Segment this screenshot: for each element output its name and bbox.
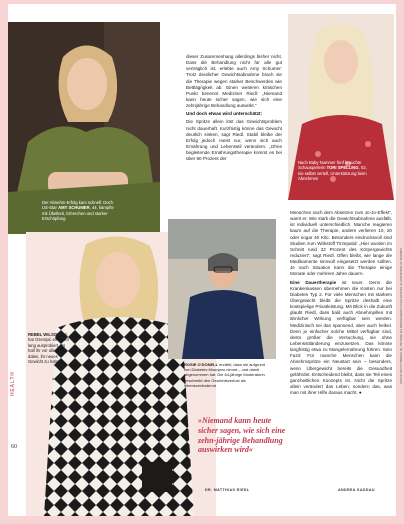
page-number: 60	[11, 444, 17, 450]
paragraph: Die Spritze allein löst das Gewichtsproblem nicht dauerhaft. Kurzfristig könne das Gewicht deutlich sinken, sagt Riedl. Stabil bleibe der Erfolg jedoch meist nur, wenn sich auch Ernährung und Lebensstil verändern. „Ohne begleitende Ernährungstherapie kommt es bei über 90 Prozent der	[186, 119, 282, 162]
paragraph: ist teuer. Denn die Krankenkassen übernehmen die Kosten nur bei Diabetes Typ 2. Für viele Menschen mit starkem Übergewicht bleibt die Spritze deshalb eine kostspielige Privatleistung. Mit Blick in die Zukunft glaubt Riedl, dass bald auch Abnehmpillen mit ähnlicher Wirkung verfügbar sein werden. Medizinisch sei das spannend, aber auch heikel. Denn je einfacher solche Mittel verfügbar sind, desto größer die Versuchung, sie ohne Lebensstiländerung einzusetzen. Das könnte langfristig etwa zu Mangelernährung führen. Sein Fazit: Für manche Menschen kann die Abnehmspritze ein Neustart sein – besonders, wenn Übergewicht bereits die Gesundheit gefährdet. Entscheidend bleibt, dass sie Teil eines ganzheitlichen Konzepts ist. Nicht die Spritze allein verändert das Leben, sondern das, was man mit ihrer Hilfe daraus macht. ●	[290, 279, 392, 396]
rosie-odonell-illustration	[168, 219, 276, 359]
quote-author: DR. MATTHIAS RIEDL	[205, 488, 250, 492]
caption-text: erzählt, dass sie aufgrund von Diabetes Mounjaro nimmt – und damit abgenommen hat. Die 64-jährige Moderatorin beschreibt den Gewichtsverlust als lebensverändernd	[184, 362, 265, 388]
paragraph: Menschen nach dem Absetzen zum Jo-Jo-Effekt“, warnt er. Wie stark die Gewichtsabnahme ausfällt, ist individuell unterschiedlich. Manche reagieren kaum auf die Therapie, andere verlieren 10, 20 oder sogar 40 Kilo. Besonders eindrucksvoll sind Studien zum Wirkstoff Tirzepatid: „Hier wurden im Schnitt rund 22 Prozent des Körpergewichts reduziert“, sagt Riedl. Offen bleibt, wie lange die Medikamente sinnvoll eingesetzt werden sollten. Je nach Situation kann die Therapie einige Monate oder mehrere Jahre dauern.	[290, 210, 392, 277]
paragraph: dieser Zusammenhang allerdings bisher nicht. Dass die Behandlung nicht für alle gut verträglich ist, erlebte auch Amy Schumer: Trotz deutlicher Gewichtsabnahme brach sie die Therapie wegen starker Beschwerden wie Bettlägrigkeit ab. Einen weiteren kritischen Punkt benennt Mediziner Riedl: „Niemand kann heute sicher sagen, wie sich eine zehnjährige Behandlung auswirkt.“	[186, 54, 282, 109]
caption-name: TORI SPELLING	[326, 165, 359, 171]
section-label: HEALTH	[10, 371, 16, 396]
photo-credit: FOTOS: GETTY IMAGES (4), PICTURE ALLIANCE/EVERETT COLLECTION; ILLUSTRATION: M. SCHMIDT	[399, 247, 403, 384]
caption-amy-schumer	[42, 200, 118, 222]
text-column-2	[290, 210, 392, 398]
caption-tori-spelling	[298, 160, 368, 182]
caption-text: , 46, hat Ozempic eine Zeit lang ausprobiert. Es half ihr vor allem dabei, ihr neues Gewicht zu halten	[28, 332, 69, 365]
caption-text: , 52, nie selbst vertell, Unterstützung beim Abnehmen	[298, 165, 367, 182]
caption-text: Nach Baby Nummer fünf brauchte Schauspielerin	[298, 160, 362, 171]
caption-name: REBEL WILSON	[28, 332, 61, 337]
photo-rosie-odonell	[168, 219, 276, 359]
article-byline: ANDREA SADDAU	[338, 488, 375, 492]
caption-name: AMY SCHUMER	[58, 205, 90, 211]
caption-text: Der Abnehm-Erfolg kam schnell. Doch US-Star	[42, 200, 113, 211]
subheading: Und doch etwas wird unterschätzt:	[186, 111, 263, 117]
subheading: Eine Dauertherapie	[290, 279, 337, 285]
caption-name: ROSIE O'DONELL	[184, 362, 219, 367]
magazine-page	[8, 4, 403, 516]
caption-rosie-odonell	[184, 362, 272, 388]
caption-text: , 44, kämpfte mit Übelkeit, Erbrechen und starker Erschöpfung	[42, 205, 114, 222]
text-column-1	[186, 54, 282, 164]
pull-quote: »Niemand kann heute sicher sagen, wie sich eine zehn-jährige Behandlung auswirken wird«	[198, 416, 286, 455]
caption-rebel-wilson	[28, 332, 70, 365]
